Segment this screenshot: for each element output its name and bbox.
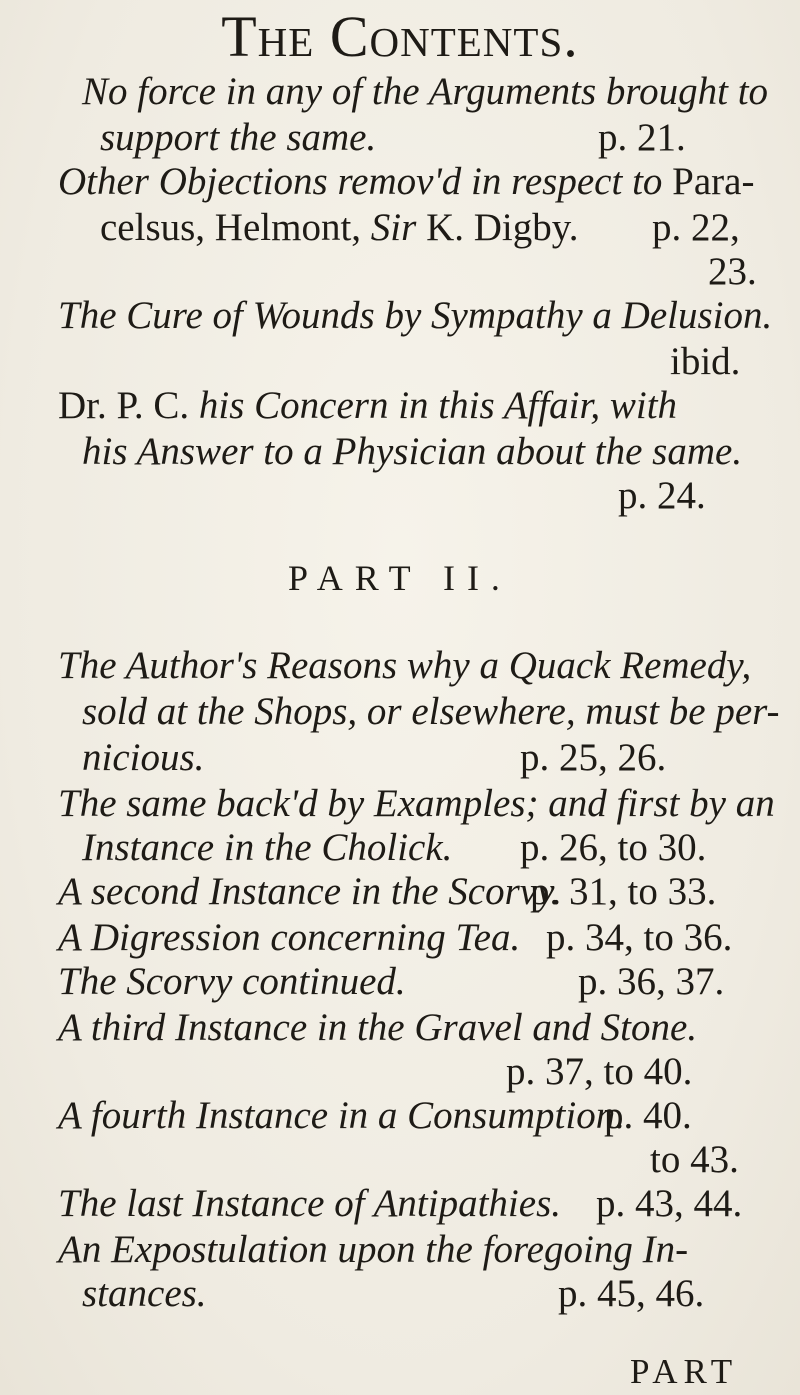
page-reference-continued: 23. (708, 250, 757, 293)
entry-text: K. Digby. (426, 206, 579, 249)
entry-line: A second Instance in the Scorvy. (58, 870, 562, 913)
entry-line (58, 646, 751, 685)
entry-line: The Scorvy continued. (58, 960, 406, 1003)
page-reference: p. 45, 46. (558, 1272, 705, 1315)
entry-line: A third Instance in the Gravel and Stone. (58, 1006, 698, 1049)
entry-line: The same back'd by Examples; and first by an (58, 782, 775, 825)
entry-line: A fourth Instance in a Consumption. (58, 1094, 625, 1137)
running-head: The Contents. (221, 4, 579, 69)
entry-text: his Concern in this Affair, with (198, 384, 678, 427)
catchword: PART (630, 1352, 739, 1391)
entry-line: nicious. (82, 736, 205, 779)
entry-line: stances. (82, 1272, 207, 1315)
entry-line: A Digression concerning Tea. (58, 916, 521, 959)
entry-line: An Expostulation upon the foregoing In- (58, 1228, 689, 1271)
page-reference: ibid. (670, 340, 741, 383)
page-reference: p. 34, to 36. (546, 916, 733, 959)
entry-line (58, 162, 754, 201)
entry-line: sold at the Shops, or elsewhere, must be per- (82, 690, 780, 733)
entry-line: support the same. (100, 116, 377, 159)
page-reference: p. 26, to 30. (520, 826, 707, 869)
entry-text: celsus, Helmont, (100, 206, 362, 249)
page-reference-continued: to 43. (650, 1138, 739, 1181)
page-reference: p. 40. (604, 1094, 692, 1137)
page-reference: p. 21. (598, 116, 686, 159)
page-reference: p. 31, to 33. (530, 870, 717, 913)
entry-line (100, 208, 578, 247)
entry-line (58, 386, 677, 425)
entry-line: The last Instance of Antipathies. (58, 1182, 562, 1225)
entry-text-italic: Sir (370, 206, 417, 249)
page-reference: p. 25, 26. (520, 736, 667, 779)
entry-text: Other Objections remov'd in respect to (58, 160, 663, 203)
entry-text: The Author's Reasons why a Quack Remedy, (58, 644, 752, 687)
entry-text-roman: Para- (672, 160, 755, 203)
entry-line: his Answer to a Physician about the same. (82, 430, 743, 473)
entry-line: The Cure of Wounds by Sympathy a Delusion. (58, 294, 773, 337)
entry-text-roman: Dr. P. C. (58, 384, 190, 427)
page-reference: p. 37, to 40. (506, 1050, 693, 1093)
page-reference: p. 36, 37. (578, 960, 725, 1003)
entry-line: Instance in the Cholick. (82, 826, 453, 869)
page-reference: p. 22, (652, 206, 740, 249)
page-reference: p. 24. (618, 474, 706, 517)
part-heading: PART II. (288, 558, 512, 598)
page-reference: p. 43, 44. (596, 1182, 743, 1225)
entry-line: No force in any of the Arguments brought to (82, 70, 769, 113)
